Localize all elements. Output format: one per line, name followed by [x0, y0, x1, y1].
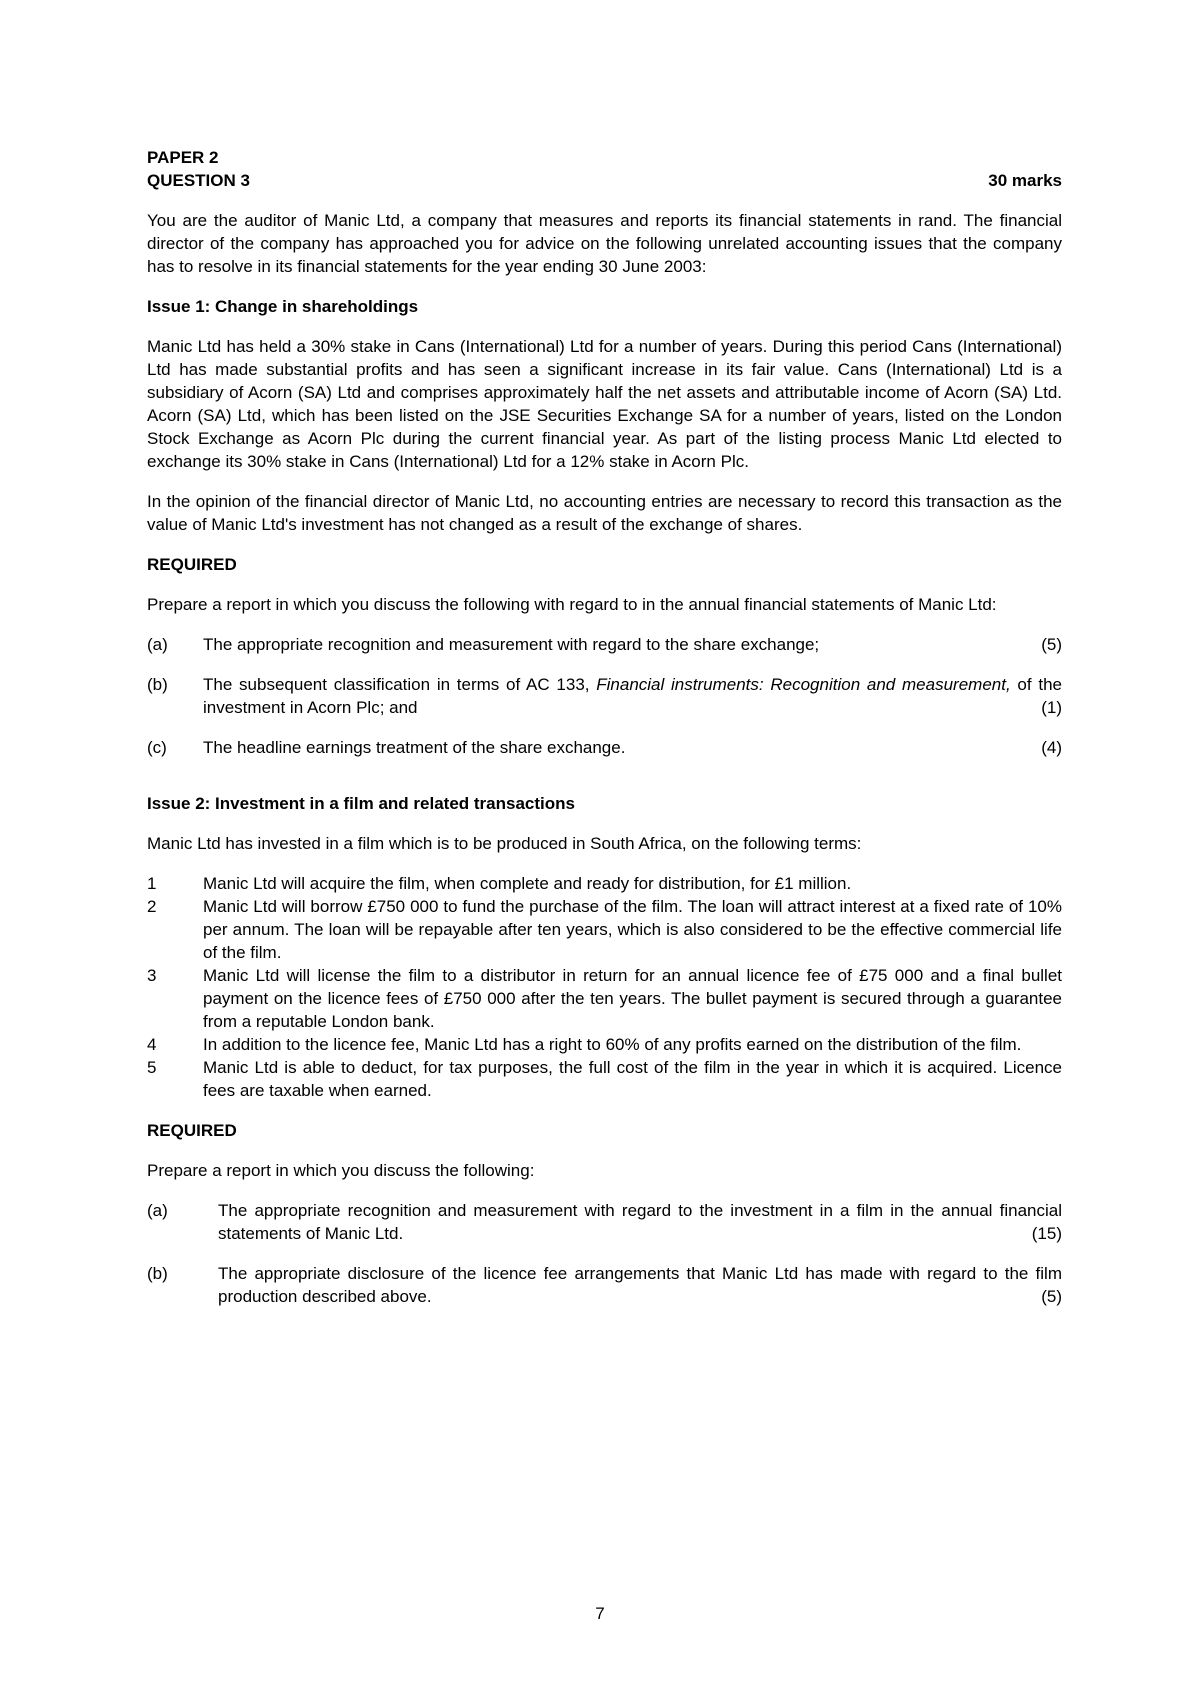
term-text: In addition to the licence fee, Manic Ltd has a right to 60% of any profits earned on the distribution of the film. — [203, 1035, 1022, 1054]
list-item — [147, 1056, 1062, 1102]
term-text: Manic Ltd will borrow £750 000 to fund the purchase of the film. The loan will attract interest at a fixed rate of 10% per annum. The loan will be repayable after ten years, which is also considered to be the effective commercial life of the film. — [203, 897, 1062, 962]
item-label: (c) — [147, 738, 167, 757]
item-marks: (4) — [1041, 738, 1062, 757]
issue1-required: REQUIRED — [147, 555, 237, 574]
intro-paragraph: You are the auditor of Manic Ltd, a company that measures and reports its financial statements in rand. The financial director of the company has approached you for advice on the following unrelated accounting issues that the company has to resolve in its financial statements for the year ending 30 June 2003: — [147, 211, 1062, 276]
issue2-intro: Manic Ltd has invested in a film which is to be produced in South Africa, on the following terms: — [147, 834, 862, 853]
item-text-end: of the investment in Acorn Plc; and — [203, 675, 1062, 717]
item-marks: (5) — [1041, 635, 1062, 654]
question-header — [147, 169, 1062, 192]
standard-title: Financial instruments: Recognition and measurement, — [596, 675, 1011, 694]
issue1-item-a — [147, 633, 1062, 656]
item-label: (b) — [147, 1264, 168, 1283]
term-text: Manic Ltd is able to deduct, for tax purposes, the full cost of the film in the year in which it is acquired. Licence fees are taxable when earned. — [203, 1058, 1062, 1100]
item-text: The appropriate disclosure of the licence fee arrangements that Manic Ltd has made with regard to the film production described above. — [218, 1264, 1062, 1306]
list-item — [147, 964, 1062, 1033]
list-item — [147, 872, 1062, 895]
item-label: (a) — [147, 1201, 168, 1220]
item-marks: (1) — [1041, 698, 1062, 717]
term-number: 1 — [147, 874, 157, 893]
issue2-prompt: Prepare a report in which you discuss the following: — [147, 1161, 535, 1180]
term-number: 3 — [147, 966, 157, 985]
item-label: (b) — [147, 675, 168, 694]
question-label: QUESTION 3 — [147, 171, 250, 190]
issue1-heading: Issue 1: Change in shareholdings — [147, 297, 419, 316]
issue1-item-c — [147, 736, 1062, 759]
issue2-terms-list — [147, 872, 1062, 1102]
term-number: 4 — [147, 1035, 157, 1054]
item-marks: (15) — [1031, 1224, 1062, 1243]
issue1-item-b — [147, 673, 1062, 719]
issue1-paragraph-1: Manic Ltd has held a 30% stake in Cans (International) Ltd for a number of years. During this period Cans (International) Ltd has made substantial profits and has seen a significant increase in its fair value. Cans (International) Ltd is a subsidiary of Acorn (SA) Ltd and comprises approximately half the net assets and attributable income of Acorn (SA) Ltd. Acorn (SA) Ltd, which has been listed on the JSE Securities Exchange SA for a number of years, listed on the London Stock Exchange as Acorn Plc during the current financial year. As part of the listing process Manic Ltd elected to exchange its 30% stake in Cans (International) Ltd for a 12% stake in Acorn Plc. — [147, 337, 1062, 471]
issue2-item-b — [147, 1262, 1062, 1308]
item-marks: (5) — [1041, 1287, 1062, 1306]
paper-label: PAPER 2 — [147, 148, 219, 167]
term-number: 5 — [147, 1058, 157, 1077]
item-text: The subsequent classification in terms of AC 133, — [203, 675, 597, 694]
issue2-heading: Issue 2: Investment in a film and related transactions — [147, 794, 575, 813]
term-text: Manic Ltd will acquire the film, when complete and ready for distribution, for £1 million. — [203, 874, 852, 893]
issue1-prompt: Prepare a report in which you discuss the following with regard to in the annual financial statements of Manic Ltd: — [147, 595, 997, 614]
item-text: The appropriate recognition and measurement with regard to the investment in a film in the annual financial statements of Manic Ltd. — [218, 1201, 1062, 1243]
list-item — [147, 895, 1062, 964]
item-label: (a) — [147, 635, 168, 654]
total-marks: 30 marks — [988, 171, 1062, 190]
issue2-required: REQUIRED — [147, 1121, 237, 1140]
issue1-paragraph-2: In the opinion of the financial director of Manic Ltd, no accounting entries are necessary to record this transaction as the value of Manic Ltd's investment has not changed as a result of the exchange of shares. — [147, 492, 1062, 534]
issue2-item-a — [147, 1199, 1062, 1245]
list-item — [147, 1033, 1062, 1056]
term-number: 2 — [147, 897, 157, 916]
item-text: The appropriate recognition and measurement with regard to the share exchange; — [203, 635, 820, 654]
page-number: 7 — [595, 1604, 605, 1623]
term-text: Manic Ltd will license the film to a distributor in return for an annual licence fee of £75 000 and a final bullet payment on the licence fees of £750 000 after the ten years. The bullet payment is secured through a guarantee from a reputable London bank. — [203, 966, 1062, 1031]
item-text: The headline earnings treatment of the share exchange. — [203, 738, 626, 757]
